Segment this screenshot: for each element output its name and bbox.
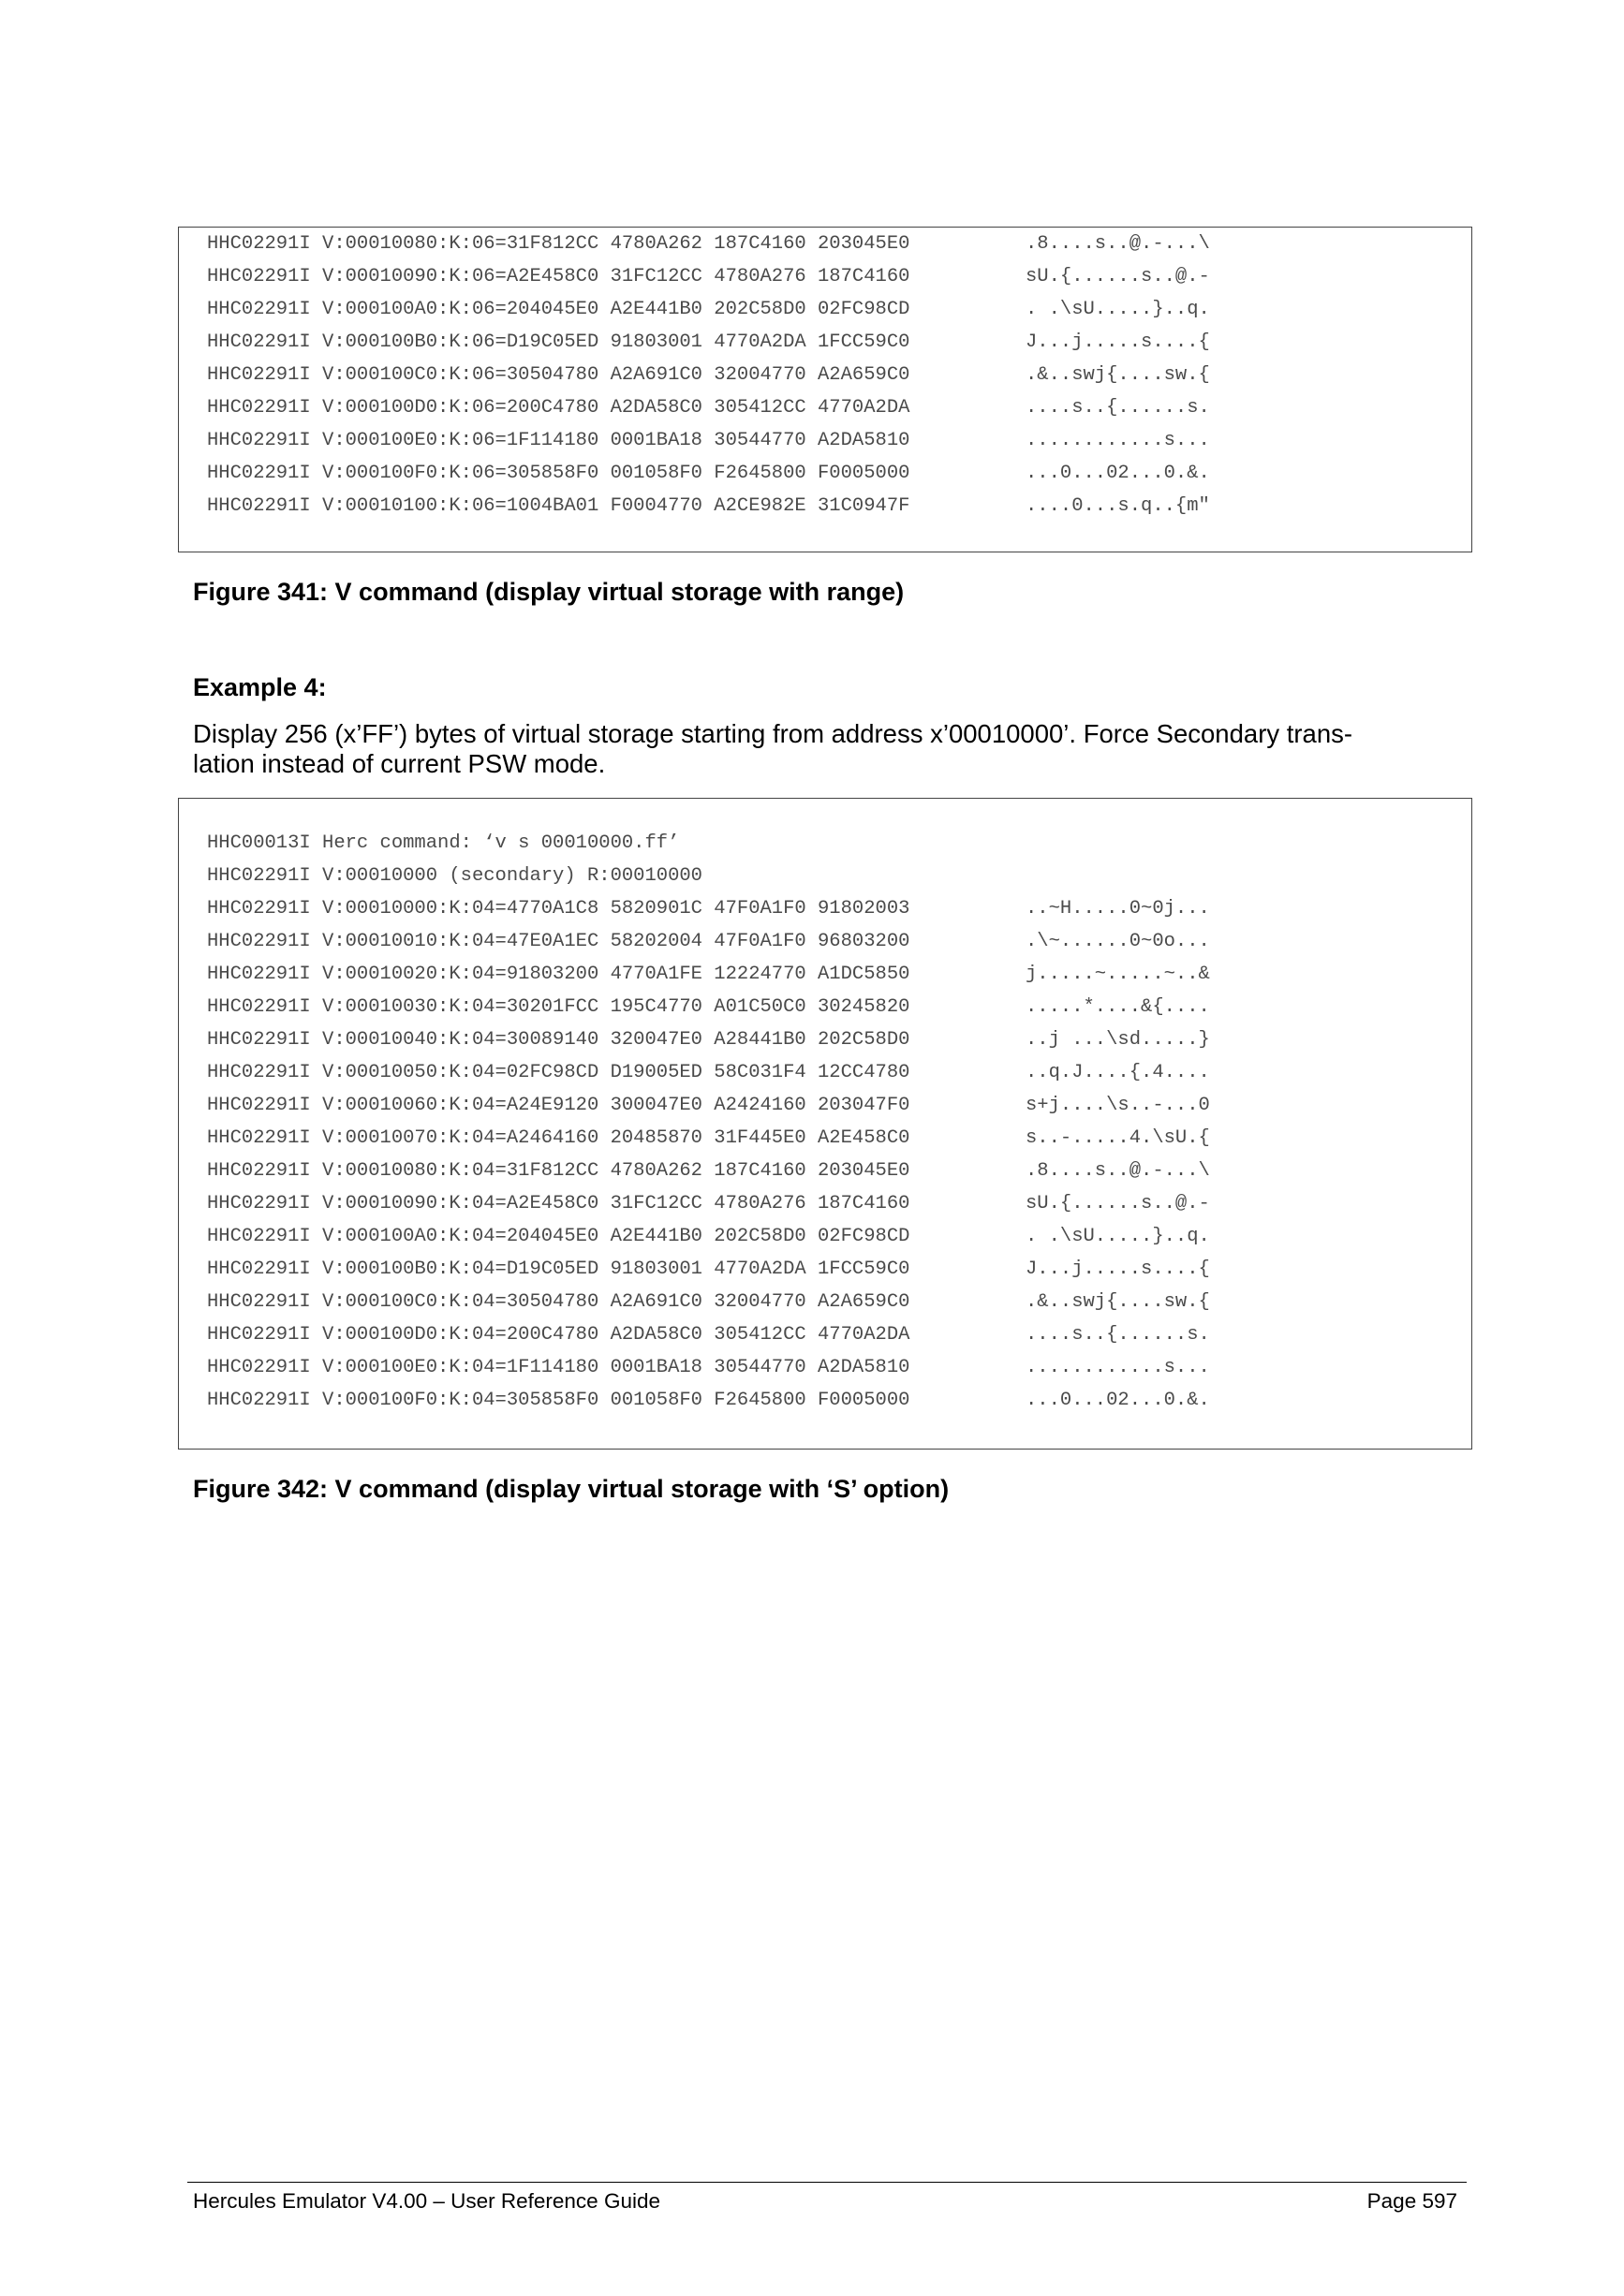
code-line [207,1095,1210,1117]
hex-dump: HHC02291I V:000100F0:K:04=305858F0 001058F0 F2645800 F0005000 [207,1390,910,1411]
code-line [207,1357,1210,1379]
figure-341-caption: Figure 341: V command (display virtual storage with range) [193,578,905,606]
code-line [207,1258,1210,1281]
code-line [207,1291,1210,1314]
code-line [207,1029,1210,1052]
hex-dump: HHC02291I V:00010100:K:06=1004BA01 F0004770 A2CE982E 31C0947F [207,495,910,517]
hex-dump: HHC02291I V:000100C0:K:06=30504780 A2A691C0 32004770 A2A659C0 [207,364,910,386]
hex-dump: HHC02291I V:00010080:K:04=31F812CC 4780A262 187C4160 203045E0 [207,1160,910,1182]
code-line [207,898,1210,920]
ascii-dump: ..j ...\sd.....} [1026,1029,1210,1051]
ascii-dump: sU.{......s..@.- [1026,266,1210,287]
example-4-text-line-1: Display 256 (x’FF’) bytes of virtual storage starting from address x’00010000’. Force Secondary trans- [193,719,1353,748]
hex-dump: HHC02291I V:000100D0:K:04=200C4780 A2DA58C0 305412CC 4770A2DA [207,1324,910,1346]
example-4-heading: Example 4: [193,673,327,701]
code-line [207,1390,1210,1412]
ascii-dump: J...j.....s....{ [1026,331,1210,353]
ascii-dump: . .\sU.....}..q. [1026,1226,1210,1247]
figure-341-code-box [178,227,1472,552]
ascii-dump: j.....~.....~..& [1026,964,1210,985]
hex-dump: HHC02291I V:00010070:K:04=A2464160 20485870 31F445E0 A2E458C0 [207,1127,910,1149]
code-line [207,364,1210,387]
translation-header-line: HHC02291I V:00010000 (secondary) R:00010000 [207,865,702,887]
ascii-dump: J...j.....s....{ [1026,1258,1210,1280]
ascii-dump: s+j....\s..-...0 [1026,1095,1210,1116]
ascii-dump: ...0...02...0.&. [1026,463,1210,484]
ascii-dump: .....*....&{.... [1026,996,1210,1018]
ascii-dump: ....s..{......s. [1026,1324,1210,1346]
code-line [207,331,1210,354]
code-line [207,996,1210,1019]
ascii-dump: sU.{......s..@.- [1026,1193,1210,1214]
hex-dump: HHC02291I V:00010040:K:04=30089140 320047E0 A28441B0 202C58D0 [207,1029,910,1051]
footer-divider [187,2182,1467,2183]
code-line [207,299,1210,321]
ascii-dump: ............s... [1026,430,1210,451]
ascii-dump: .8....s..@.-...\ [1026,1160,1210,1182]
footer-document-title: Hercules Emulator V4.00 – User Reference Guide [193,2189,660,2213]
code-line [207,1226,1210,1248]
code-line [207,931,1210,953]
code-line [207,1062,1210,1084]
ascii-dump: ............s... [1026,1357,1210,1378]
code-line [207,1160,1210,1183]
code-line [207,266,1210,288]
code-line [207,1324,1210,1347]
figure-342-caption: Figure 342: V command (display virtual storage with ‘S’ option) [193,1475,950,1503]
ascii-dump: ..~H.....0~0j... [1026,898,1210,920]
ascii-dump: ..q.J....{.4.... [1026,1062,1210,1083]
code-line [207,430,1210,452]
figure-342-code-box [178,798,1472,1450]
code-line [207,964,1210,986]
ascii-dump: .&..swj{....sw.{ [1026,1291,1210,1313]
code-line [207,495,1210,518]
hex-dump: HHC02291I V:000100D0:K:06=200C4780 A2DA58C0 305412CC 4770A2DA [207,397,910,419]
code-line [207,463,1210,485]
hex-dump: HHC02291I V:000100A0:K:04=204045E0 A2E441B0 202C58D0 02FC98CD [207,1226,910,1247]
hex-dump: HHC02291I V:00010010:K:04=47E0A1EC 58202004 47F0A1F0 96803200 [207,931,910,952]
ascii-dump: .\~......0~0o... [1026,931,1210,952]
hex-dump: HHC02291I V:00010030:K:04=30201FCC 195C4770 A01C50C0 30245820 [207,996,910,1018]
example-4-text-line-2: lation instead of current PSW mode. [193,749,606,778]
ascii-dump: .8....s..@.-...\ [1026,233,1210,255]
hex-dump: HHC02291I V:00010050:K:04=02FC98CD D19005ED 58C031F4 12CC4780 [207,1062,910,1083]
hex-dump: HHC02291I V:000100F0:K:06=305858F0 001058F0 F2645800 F0005000 [207,463,910,484]
ascii-dump: ....0...s.q..{m" [1026,495,1210,517]
code-line [207,233,1210,256]
hex-dump: HHC02291I V:000100B0:K:04=D19C05ED 91803001 4770A2DA 1FCC59C0 [207,1258,910,1280]
hex-dump: HHC02291I V:000100E0:K:04=1F114180 0001BA18 30544770 A2DA5810 [207,1357,910,1378]
hex-dump: HHC02291I V:00010080:K:06=31F812CC 4780A262 187C4160 203045E0 [207,233,910,255]
hex-dump: HHC02291I V:000100B0:K:06=D19C05ED 91803001 4770A2DA 1FCC59C0 [207,331,910,353]
code-line [207,1193,1210,1215]
hex-dump: HHC02291I V:000100A0:K:06=204045E0 A2E441B0 202C58D0 02FC98CD [207,299,910,320]
command-line: HHC00013I Herc command: ‘v s 00010000.ff’ [207,832,680,854]
hex-dump: HHC02291I V:00010020:K:04=91803200 4770A1FE 12224770 A1DC5850 [207,964,910,985]
ascii-dump: ....s..{......s. [1026,397,1210,419]
ascii-dump: ...0...02...0.&. [1026,1390,1210,1411]
hex-dump: HHC02291I V:00010060:K:04=A24E9120 300047E0 A2424160 203047F0 [207,1095,910,1116]
ascii-dump: . .\sU.....}..q. [1026,299,1210,320]
footer-page-number: Page 597 [1366,2189,1457,2213]
hex-dump: HHC02291I V:000100C0:K:04=30504780 A2A691C0 32004770 A2A659C0 [207,1291,910,1313]
code-line [207,1127,1210,1150]
code-line [207,397,1210,419]
hex-dump: HHC02291I V:00010000:K:04=4770A1C8 5820901C 47F0A1F0 91802003 [207,898,910,920]
ascii-dump: .&..swj{....sw.{ [1026,364,1210,386]
hex-dump: HHC02291I V:000100E0:K:06=1F114180 0001BA18 30544770 A2DA5810 [207,430,910,451]
hex-dump: HHC02291I V:00010090:K:04=A2E458C0 31FC12CC 4780A276 187C4160 [207,1193,910,1214]
hex-dump: HHC02291I V:00010090:K:06=A2E458C0 31FC12CC 4780A276 187C4160 [207,266,910,287]
ascii-dump: s..-.....4.\sU.{ [1026,1127,1210,1149]
